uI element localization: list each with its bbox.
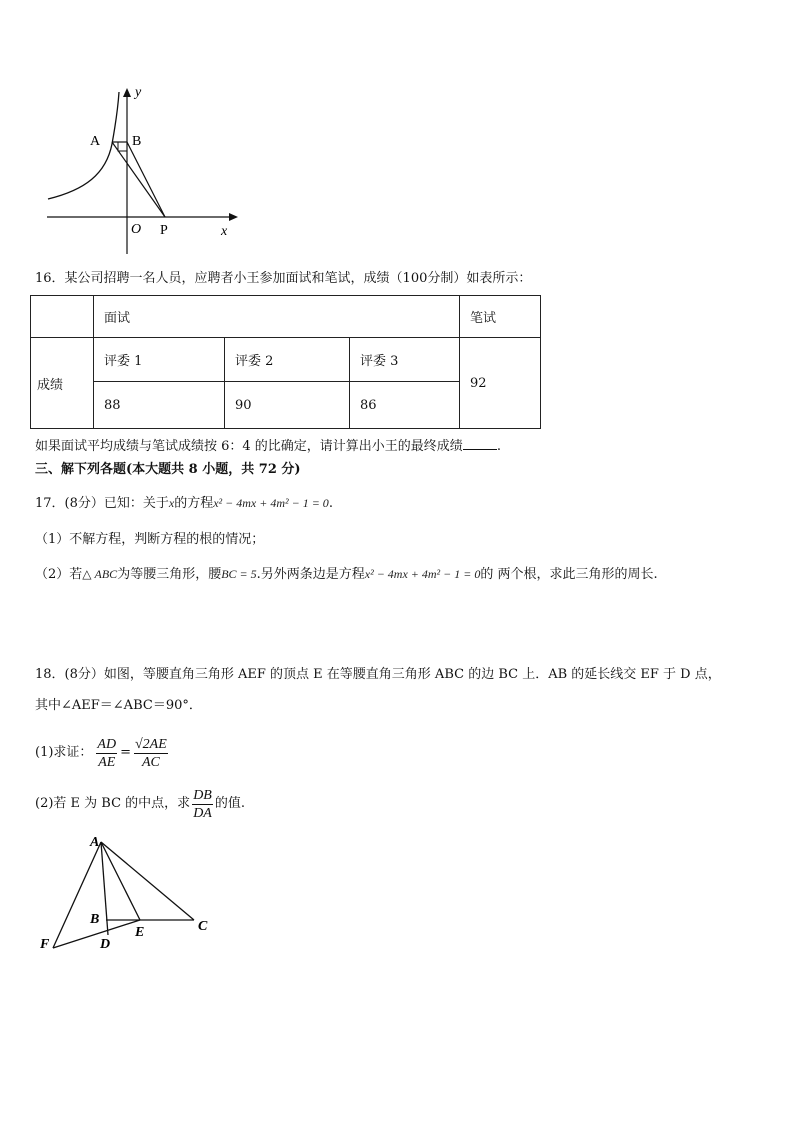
fraction-ae: AE (98, 754, 116, 770)
judge-3: 评委 3 (350, 338, 460, 382)
label-A2: A (90, 835, 100, 850)
table-empty-corner (31, 296, 94, 338)
q17-p2b: 为等腰三角形，腰 (117, 567, 222, 582)
q18-p1-text: (1)求证： (35, 745, 93, 760)
segment-AE (101, 842, 140, 920)
q18-part-1 (35, 733, 168, 773)
q17-intro: 17．(8分）已知：关于 (35, 496, 169, 511)
fraction-ad-ae (96, 736, 117, 771)
label-P: P (160, 223, 168, 238)
q16-text: 16．某公司招聘一名人员，应聘者小王参加面试和笔试，成绩（100分制）如表所示： (35, 271, 532, 286)
q16-question (35, 437, 501, 456)
q16-question-end: . (496, 439, 501, 454)
judge-1: 评委 1 (94, 338, 225, 382)
q17-triangle: △ ABC (82, 567, 118, 581)
hyperbola-curve (48, 92, 119, 199)
score-judge-2: 90 (225, 382, 350, 429)
q17-var-x: x (168, 496, 175, 510)
x-axis-arrow (229, 213, 238, 221)
label-F2: F (40, 937, 50, 952)
fraction-db: DB (193, 787, 212, 803)
label-A: A (90, 134, 101, 149)
segment-AC (101, 842, 194, 920)
segment-AD (101, 842, 108, 935)
written-score: 92 (460, 338, 541, 429)
row-label-score: 成绩 (31, 338, 94, 429)
fraction-sqrt2ae: √2AE (135, 736, 167, 752)
q17-p2c: .另外两条边是方程 (256, 567, 365, 582)
score-table (30, 295, 541, 429)
q17-equation: x² − 4mx + 4m² − 1 = 0 (213, 496, 329, 510)
fraction-da: DA (193, 805, 212, 821)
label-E2: E (135, 925, 145, 940)
q18-p2b: 的值. (214, 796, 245, 811)
q17-part-2 (35, 565, 658, 584)
label-O: O (131, 222, 142, 237)
equals-sign: = (120, 745, 131, 760)
label-B2: B (90, 912, 100, 927)
q17-p2d: 的 两个根，求此三角形的周长. (480, 567, 658, 582)
label-x: x (221, 224, 228, 239)
figure-triangles (36, 832, 226, 960)
q17-equation-2: x² − 4mx + 4m² − 1 = 0 (364, 567, 481, 581)
fraction-ac: AC (141, 754, 160, 770)
q18-line-1: 18．(8分）如图，等腰直角三角形 AEF 的顶点 E 在等腰直角三角形 ABC 的边 BC 上．AB 的延长线交 EF 于 D 点， (35, 667, 721, 682)
label-D2: D (100, 937, 111, 952)
segment-AP (112, 142, 165, 217)
header-interview: 面试 (94, 296, 460, 338)
score-judge-1: 88 (94, 382, 225, 429)
q18-part-2 (35, 784, 245, 824)
q17-part-1: （1）不解方程，判断方程的根的情况； (35, 532, 265, 547)
segment-BP (127, 142, 165, 217)
section-3-heading: 三、解下列各题(本大题共 8 小题，共 72 分) (35, 462, 301, 477)
label-C2: C (198, 919, 208, 934)
q17-dot: . (328, 496, 333, 511)
fraction-db-da (192, 787, 213, 822)
q17-intro2: 的方程 (174, 496, 214, 511)
judge-2: 评委 2 (225, 338, 350, 382)
fraction-sqrt2ae-ac (134, 736, 168, 771)
q17-stem (35, 494, 333, 513)
label-y: y (135, 85, 142, 100)
q17-bc: BC = 5 (221, 567, 257, 581)
q18-p2a: (2)若 E 为 BC 的中点，求 (35, 796, 191, 811)
q17-p2a: （2）若 (35, 567, 83, 582)
label-B: B (132, 134, 142, 149)
answer-blank (463, 437, 497, 450)
header-written: 笔试 (460, 296, 541, 338)
score-judge-3: 86 (350, 382, 460, 429)
y-axis-arrow (123, 88, 131, 97)
fraction-ad: AD (97, 736, 117, 752)
right-angle-mark (118, 142, 127, 151)
q16-question-text: 如果面试平均成绩与笔试成绩按 6：4 的比确定，请计算出小王的最终成绩 (35, 439, 463, 454)
figure-hyperbola (40, 82, 250, 262)
q18-line-2: 其中∠AEF＝∠ABC＝90°． (35, 698, 202, 713)
segment-AF (53, 842, 101, 948)
